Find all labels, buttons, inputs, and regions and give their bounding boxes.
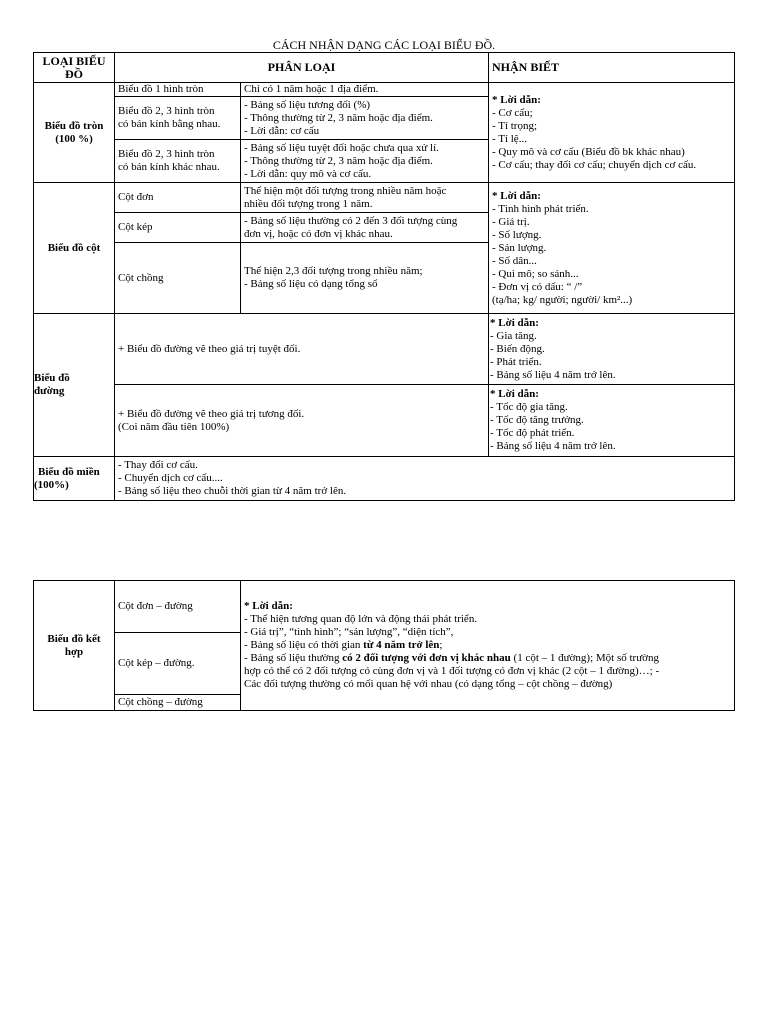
type-pie: Biểu đồ tròn (100 %) [34,83,115,183]
type-column: Biểu đồ cột [34,183,115,314]
combo-sub1: Cột đơn – đường [115,581,241,633]
column-sub2-name: Cột kép [115,213,241,243]
column-sub2-desc: - Bảng số liệu thường có 2 đến 3 đối tượng cùng đơn vị, hoặc có đơn vị khác nhau. [241,213,489,243]
combo-identification: * Lời dẫn: - Thể hiện tương quan độ lớn và động thái phát triển. - Giá trị”, “tình hình”; “sản lượng”, “diện tích”, - Bảng số liệu có thời gian từ 4 năm trở lên; - Bảng số liệu thường có 2 đối tượng với đơn vị khác nhau (1 cột – 1 đường); Một số trường hợp có thể có 2 đối tượng có cùng đơn vị và 1 đối tượng có đơn vị khác (2 cột – 1 đường)…; - Các đối tượng thường có mối quan hệ với nhau (có dạng tổng – cột chồng – đường) [241,581,735,711]
pie-sub2-name: Biểu đồ 2, 3 hình tròn có bán kính bằng nhau. [115,97,241,140]
pie-sub1-name: Biểu đồ 1 hình tròn [115,83,241,97]
type-combo: Biểu đồ kết hợp [34,581,115,711]
pie-identification: * Lời dẫn: - Cơ cấu; - Tỉ trọng; - Tỉ lệ... - Quy mô và cơ cấu (Biểu đồ bk khác nhau) - Cơ cấu; thay đổi cơ cấu; chuyển dịch cơ cấu. [489,83,735,183]
type-area: Biểu đồ miền (100%) [34,457,115,501]
line-sub2-desc: + Biểu đồ đường vẽ theo giá trị tương đối. (Coi năm đầu tiên 100%) [115,385,489,457]
type-line: Biểu đồ đường [34,314,115,457]
column-sub1-name: Cột đơn [115,183,241,213]
column-sub1-desc: Thể hiện một đối tượng trong nhiều năm hoặc nhiều đối tượng trong 1 năm. [241,183,489,213]
column-identification: * Lời dẫn: - Tình hình phát triển. - Giá trị. - Số lượng. - Sản lượng. - Số dân... - Qui mô; so sánh... - Đơn vị có dấu: “ /” (tạ/ha; kg/ người; người/ km²...) [489,183,735,314]
header-classification: PHÂN LOẠI [115,53,489,83]
combo-chart-table [33,580,735,711]
line-identification-2: * Lời dẫn: - Tốc độ gia tăng. - Tốc độ tăng trưởng. - Tốc độ phát triển. - Bảng số liệu 4 năm trở lên. [489,385,735,457]
column-sub3-desc: Thể hiện 2,3 đối tượng trong nhiều năm; - Bảng số liệu có dạng tổng số [241,243,489,314]
combo-sub2: Cột kép – đường. [115,633,241,695]
line-identification-1: * Lời dẫn: - Gia tăng. - Biến động. - Phát triển. - Bảng số liệu 4 năm trở lên. [489,314,735,385]
area-desc: - Thay đổi cơ cấu. - Chuyển dịch cơ cấu.... - Bảng số liệu theo chuỗi thời gian từ 4 năm trở lên. [115,457,735,501]
pie-sub2-desc: - Bảng số liệu tương đối (%) - Thông thường từ 2, 3 năm hoặc địa điểm. - Lời dẫn: cơ cấu [241,97,489,140]
page-title: CÁCH NHẬN DẠNG CÁC LOẠI BIỂU ĐỒ. [272,38,496,52]
pie-sub3-name: Biểu đồ 2, 3 hình tròn có bán kính khác nhau. [115,140,241,183]
header-type: LOẠI BIỂU ĐỒ [34,53,115,83]
line-sub1-desc: + Biểu đồ đường vẽ theo giá trị tuyệt đối. [115,314,489,385]
column-sub3-name: Cột chồng [115,243,241,314]
pie-sub3-desc: - Bảng số liệu tuyệt đối hoặc chưa qua xử lí. - Thông thường từ 2, 3 năm hoặc địa điểm. - Lời dẫn: quy mô và cơ cấu. [241,140,489,183]
pie-sub1-desc: Chỉ có 1 năm hoặc 1 địa điểm. [241,83,489,97]
chart-type-table [33,52,735,501]
combo-sub3: Cột chồng – đường [115,695,241,711]
header-identification: NHẬN BIẾT [489,53,735,83]
